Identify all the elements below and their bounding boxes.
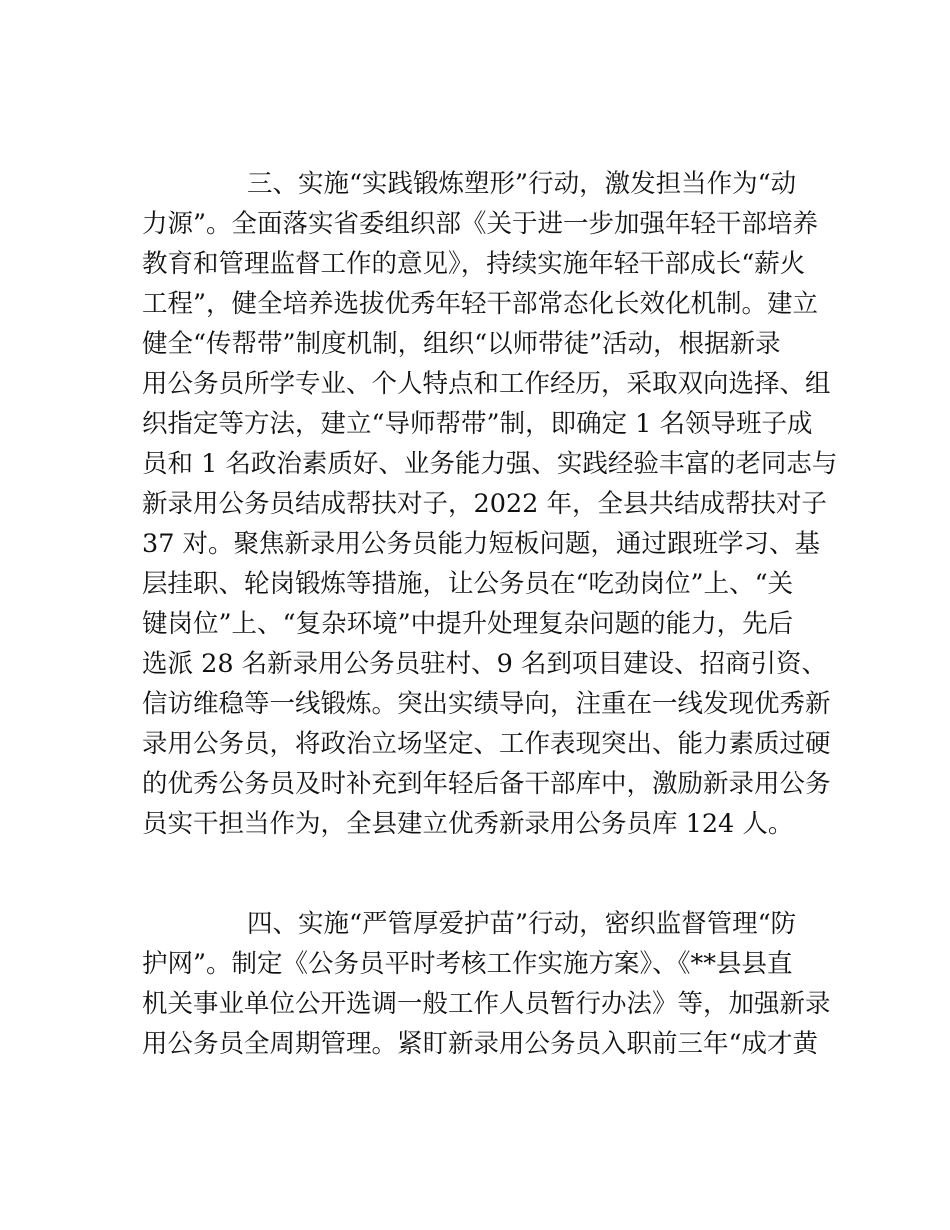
paragraph-line: 教育和管理监督工作的意见》，持续实施年轻干部成长“薪火 bbox=[142, 249, 806, 279]
paragraph-line: 机关事业单位公开选调一般工作人员暂行办法》等，加强新录 bbox=[142, 989, 831, 1019]
paragraph-line: 工程”，健全培养选拔优秀年轻干部常态化长效化机制。建立 bbox=[142, 289, 819, 319]
paragraph-line: 录用公务员，将政治立场坚定、工作表现突出、能力素质过硬 bbox=[142, 729, 831, 759]
paragraph-line: 层挂职、轮岗锻炼等措施，让公务员在“吃劲岗位”上、“关 bbox=[142, 569, 794, 599]
paragraph-line: 信访维稳等一线锻炼。突出实绩导向，注重在一线发现优秀新 bbox=[142, 689, 831, 719]
paragraph-line: 力源”。全面落实省委组织部《关于进一步加强年轻干部培养 bbox=[142, 209, 819, 239]
paragraph-line: 键岗位”上、“复杂环境”中提升处理复杂问题的能力，先后 bbox=[142, 609, 794, 639]
paragraph-line: 员和 1 名政治素质好、业务能力强、实践经验丰富的老同志与 bbox=[142, 449, 838, 479]
paragraph-line: 37 对。聚焦新录用公务员能力短板问题，通过跟班学习、基 bbox=[142, 529, 821, 559]
paragraph-line: 四、实施“严管厚爱护苗”行动，密织监督管理“防 bbox=[247, 909, 797, 939]
paragraph-line: 选派 28 名新录用公务员驻村、9 名到项目建设、招商引资、 bbox=[142, 649, 827, 679]
paragraph-line: 用公务员全周期管理。紧盯新录用公务员入职前三年“成才黄 bbox=[142, 1029, 819, 1059]
paragraph-line: 织指定等方法，建立“导师帮带”制，即确定 1 名领导班子成 bbox=[142, 409, 813, 439]
paragraph-line: 健全“传帮带”制度机制，组织“以师带徒”活动，根据新录 bbox=[142, 329, 781, 359]
paragraph-line: 护网”。制定《公务员平时考核工作实施方案》、《**县县直 bbox=[142, 949, 793, 979]
paragraph-line: 三、实施“实践锻炼塑形”行动，激发担当作为“动 bbox=[247, 169, 797, 199]
paragraph-line: 用公务员所学专业、个人特点和工作经历，采取双向选择、组 bbox=[142, 369, 831, 399]
paragraph-line: 的优秀公务员及时补充到年轻后备干部库中，激励新录用公务 bbox=[142, 769, 831, 799]
paragraph-line: 员实干担当作为，全县建立优秀新录用公务员库 124 人。 bbox=[142, 809, 794, 839]
paragraph-line: 新录用公务员结成帮扶对子，2022 年，全县共结成帮扶对子 bbox=[142, 489, 828, 519]
